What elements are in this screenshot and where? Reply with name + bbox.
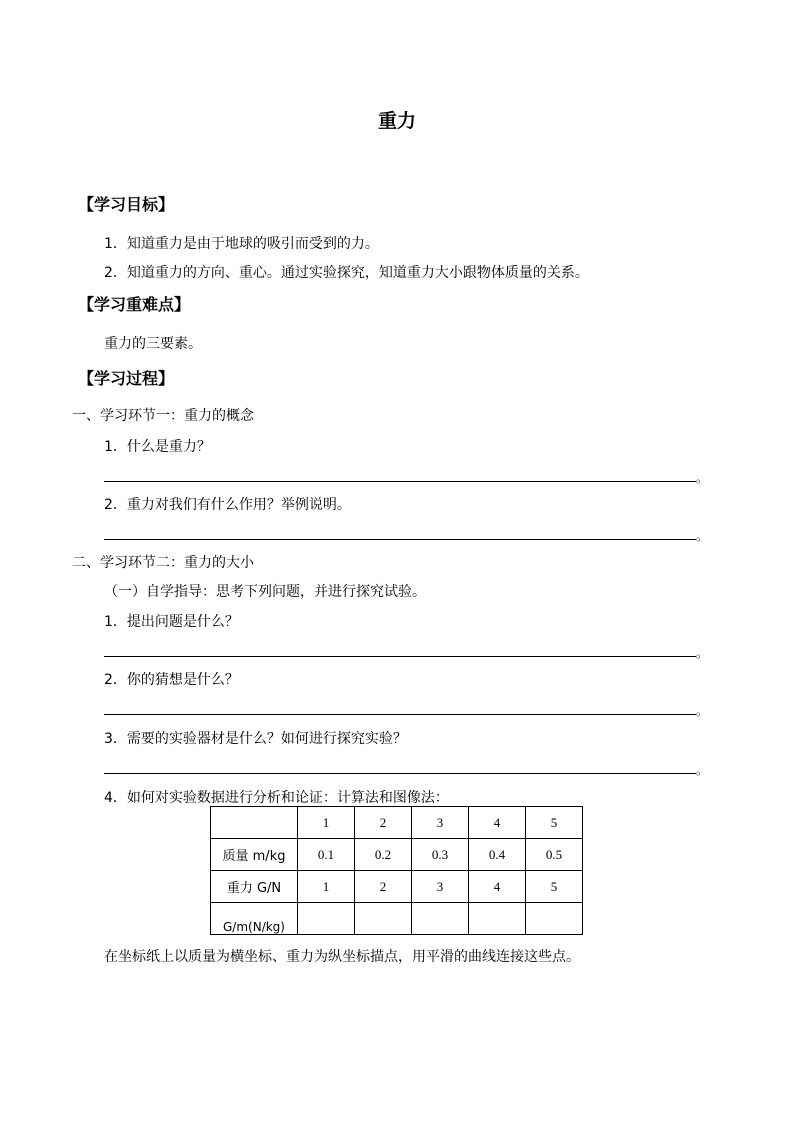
key-points-heading: 【学习重难点】: [78, 295, 191, 314]
answer-line[interactable]: [104, 539, 696, 540]
table-cell: 5: [526, 807, 583, 839]
table-row-ratio: [211, 903, 583, 935]
table-cell: 0.3: [412, 839, 469, 871]
table-row-label: 质量 m/kg: [211, 839, 298, 871]
part2-title: 二、学习环节二：重力的大小: [72, 555, 254, 571]
answer-line-end: 。: [696, 646, 709, 660]
table-cell: 2: [355, 807, 412, 839]
answer-line-end: 。: [696, 529, 709, 543]
table-cell: 0.5: [526, 839, 583, 871]
table-cell: 5: [526, 871, 583, 903]
table-cell-empty[interactable]: [355, 903, 412, 935]
answer-line[interactable]: [104, 714, 696, 715]
part2-question-3: 3．需要的实验器材是什么？如何进行探究实验？: [104, 731, 407, 747]
table-cell-empty[interactable]: [298, 903, 355, 935]
page-title: 重力: [377, 110, 416, 132]
part1-question-1: 1．什么是重力？: [104, 439, 211, 455]
table-row-label: 重力 G/N: [211, 871, 298, 903]
table-cell: 0.1: [298, 839, 355, 871]
part2-question-1: 1．提出问题是什么？: [104, 614, 239, 630]
process-heading: 【学习过程】: [78, 369, 175, 388]
table-cell: 2: [355, 871, 412, 903]
goal-item-1: 1．知道重力是由于地球的吸引而受到的力。: [104, 236, 379, 252]
part2-guide: （一）自学指导：思考下列问题，并进行探究试验。: [104, 584, 426, 600]
part1-title: 一、学习环节一：重力的概念: [72, 408, 254, 424]
answer-line[interactable]: [104, 481, 696, 482]
answer-line-end: 。: [696, 763, 709, 777]
table-cell: 1: [298, 807, 355, 839]
table-header-row: [211, 807, 583, 839]
goals-heading: 【学习目标】: [78, 195, 175, 214]
table-cell: 1: [298, 871, 355, 903]
table-cell: [211, 807, 298, 839]
goal-item-2: 2．知道重力的方向、重心。通过实验探究，知道重力大小跟物体质量的关系。: [104, 265, 589, 281]
answer-line-end: 。: [696, 471, 709, 485]
table-cell: 0.2: [355, 839, 412, 871]
table-cell-empty[interactable]: [526, 903, 583, 935]
key-points-text: 重力的三要素。: [104, 336, 202, 352]
table-row-mass: [211, 839, 583, 871]
part2-question-2: 2．你的猜想是什么？: [104, 672, 239, 688]
answer-line[interactable]: [104, 773, 696, 774]
answer-line[interactable]: [104, 656, 696, 657]
table-cell: 4: [469, 871, 526, 903]
graph-instruction: 在坐标纸上以质量为横坐标、重力为纵坐标描点，用平滑的曲线连接这些点。: [104, 949, 580, 965]
answer-line-end: 。: [696, 704, 709, 718]
table-row-label: G/m(N/kg): [211, 903, 298, 935]
table-cell-empty[interactable]: [469, 903, 526, 935]
table-row-gravity: [211, 871, 583, 903]
data-table: [210, 806, 583, 935]
table-cell: 3: [412, 871, 469, 903]
table-cell: 0.4: [469, 839, 526, 871]
part2-question-4: 4．如何对实验数据进行分析和论证：计算法和图像法：: [104, 790, 449, 806]
table-cell: 4: [469, 807, 526, 839]
table-cell: 3: [412, 807, 469, 839]
part1-question-2: 2．重力对我们有什么作用？举例说明。: [104, 497, 351, 513]
table-cell-empty[interactable]: [412, 903, 469, 935]
